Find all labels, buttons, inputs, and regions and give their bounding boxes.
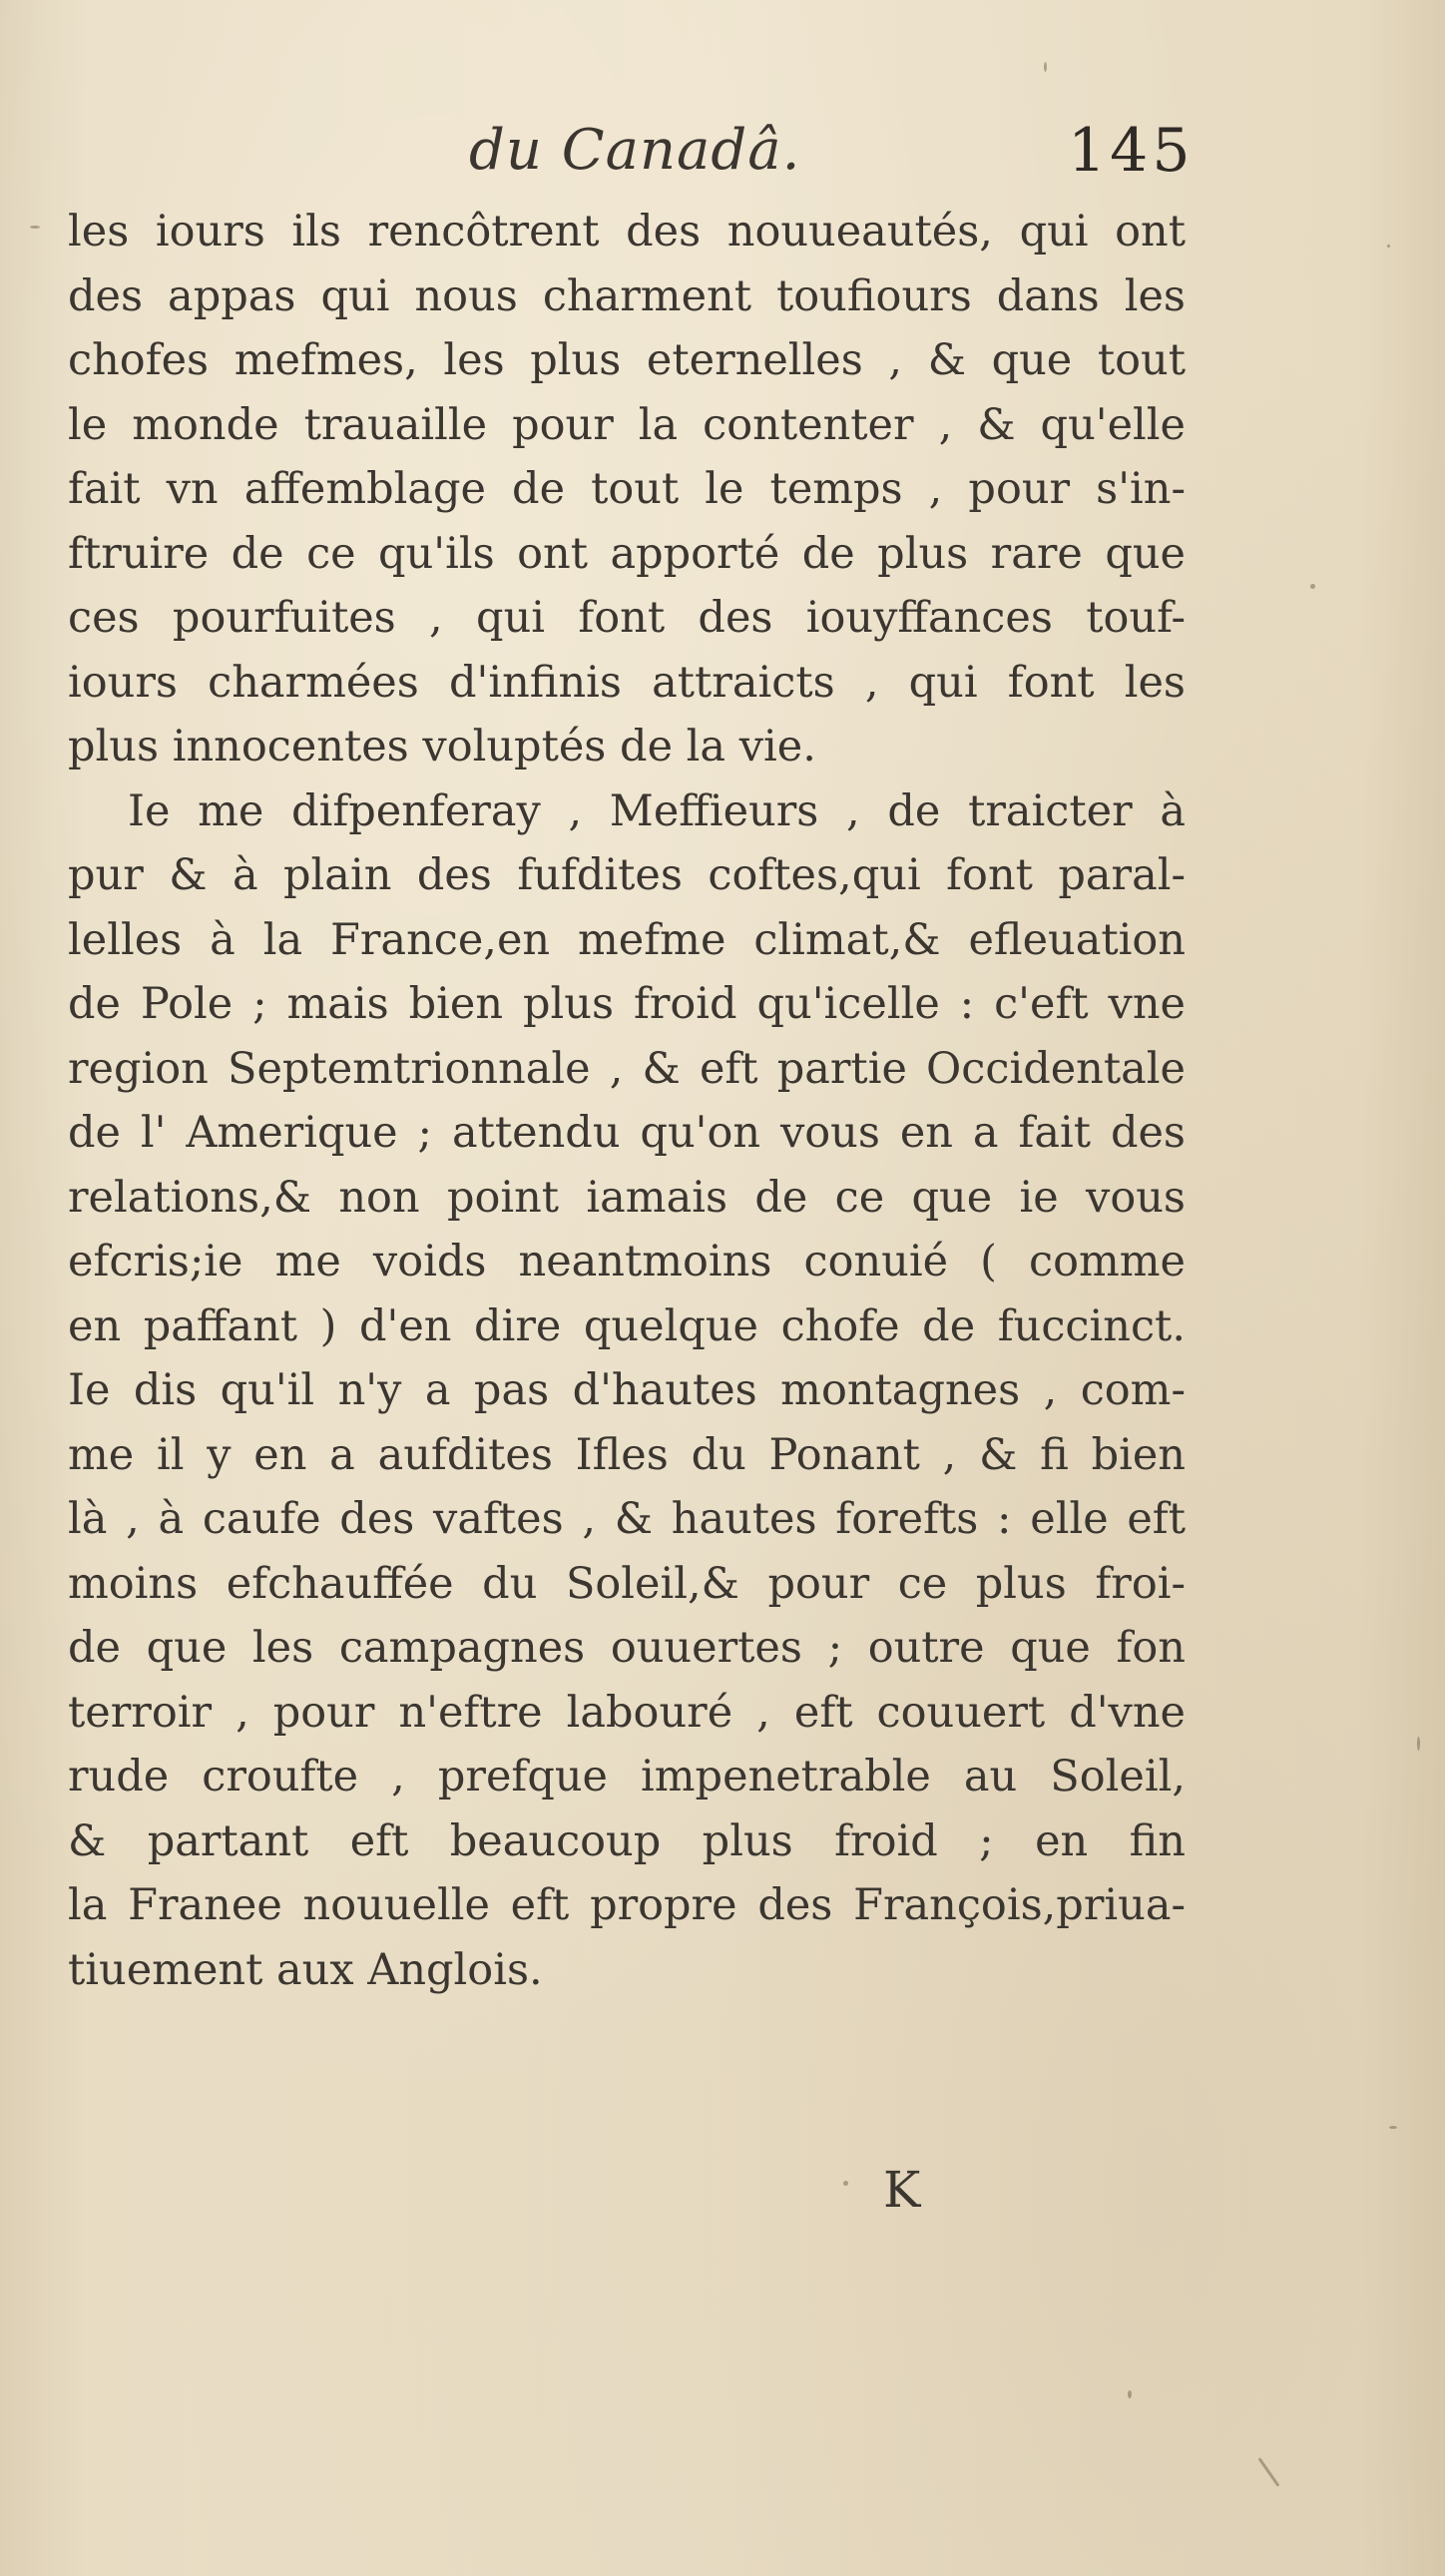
text-line: moins efchauffée du Soleil,& pour ce plus froi- xyxy=(68,1558,1186,1609)
ink-speck xyxy=(1128,2390,1132,2398)
text-line: fait vn affemblage de tout le temps , pour s'in- xyxy=(68,464,1186,514)
ink-speck xyxy=(1258,2457,1280,2487)
text-line: lelles à la France,en mefme climat,& efleuation xyxy=(68,914,1186,965)
ink-speck xyxy=(1417,1737,1420,1751)
text-line: ftruire de ce qu'ils ont apporté de plus rare que xyxy=(68,528,1186,579)
ink-speck xyxy=(843,2181,848,2186)
text-line-paragraph-end: tiuement aux Anglois. xyxy=(68,1944,543,1995)
text-line: relations,& non point iamais de ce que ie vous xyxy=(68,1172,1186,1223)
ink-speck xyxy=(1044,62,1047,72)
text-line: en paffant ) d'en dire quelque chofe de fuccinct. xyxy=(68,1300,1186,1351)
page-header xyxy=(0,118,1445,208)
text-line: ces pourfuites , qui font des iouyffances touf- xyxy=(68,593,1186,643)
text-line: efcris;ie me voids neantmoins conuié ( comme xyxy=(68,1237,1186,1287)
running-head: du Canadâ. xyxy=(469,118,801,183)
ink-speck xyxy=(1310,584,1315,589)
text-line: de que les campagnes ouuertes ; outre que fon xyxy=(68,1623,1186,1673)
ink-speck xyxy=(1387,245,1390,248)
text-line: là , à caufe des vaftes , & hautes forefts : elle eft xyxy=(68,1494,1186,1544)
text-line: des appas qui nous charment toufiours dans les xyxy=(68,270,1186,321)
text-line: iours charmées d'infinis attraicts , qui font les xyxy=(68,657,1186,708)
text-line: Ie dis qu'il n'y a pas d'hautes montagnes , com- xyxy=(68,1365,1186,1415)
text-line: le monde trauaille pour la contenter , & qu'elle xyxy=(68,399,1186,450)
ink-speck xyxy=(30,226,40,229)
text-line: me il y en a aufdites Ifles du Ponant , & fi bien xyxy=(68,1429,1186,1480)
text-line: & partant eft beaucoup plus froid ; en fin xyxy=(68,1815,1186,1866)
text-line-paragraph-end: plus innocentes voluptés de la vie. xyxy=(68,722,816,772)
text-line: pur & à plain des fufdites coftes,qui font paral- xyxy=(68,850,1186,900)
text-line: les iours ils rencôtrent des nouueautés, qui ont xyxy=(68,207,1186,257)
text-line: region Septemtrionnale , & eft partie Occidentale xyxy=(68,1043,1186,1094)
text-line: de Pole ; mais bien plus froid qu'icelle : c'eft vne xyxy=(68,979,1186,1029)
ink-speck xyxy=(1389,2126,1397,2129)
text-line: chofes mefmes, les plus eternelles , & que tout xyxy=(68,335,1186,385)
text-line: rude croufte , prefque impenetrable au Soleil, xyxy=(68,1752,1186,1802)
text-line-paragraph-start: Ie me difpenferay , Meffieurs , de traicter à xyxy=(128,785,1186,836)
text-line: terroir , pour n'eftre labouré , eft couuert d'vne xyxy=(68,1687,1186,1738)
signature-mark: K xyxy=(883,2161,921,2219)
page-number: 145 xyxy=(1068,116,1195,186)
body-text xyxy=(68,200,1186,2002)
text-line: de l' Amerique ; attendu qu'on vous en a fait des xyxy=(68,1108,1186,1158)
text-line: la Franee nouuelle eft propre des François,priua- xyxy=(68,1880,1186,1930)
